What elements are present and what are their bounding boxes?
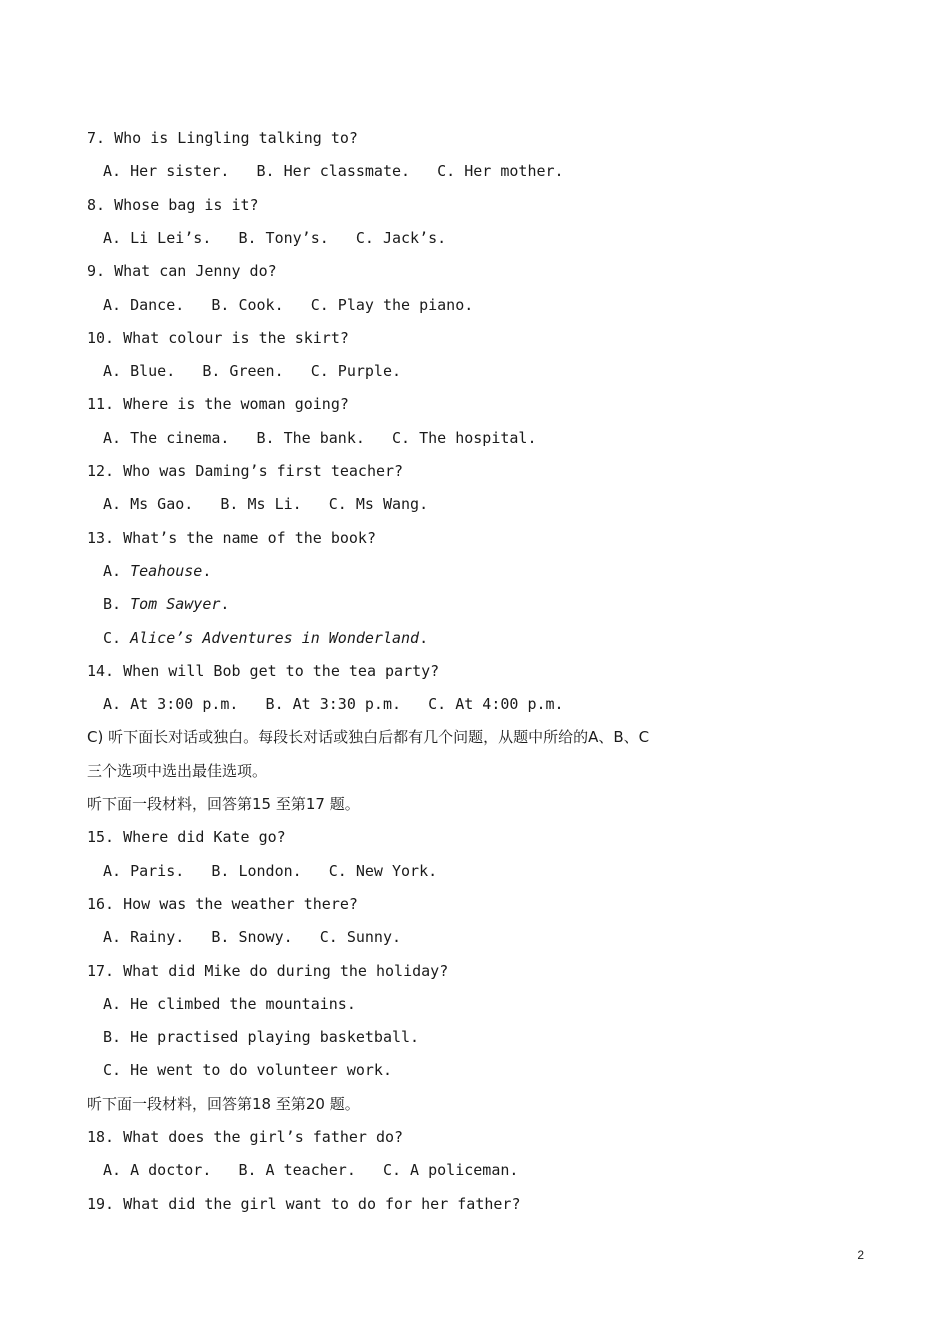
- answer-options: A. The cinema. B. The bank. C. The hospital.: [103, 428, 537, 447]
- answer-options: B. He practised playing basketball.: [103, 1028, 420, 1047]
- answer-option: [103, 628, 428, 648]
- option-label: B.: [103, 595, 122, 614]
- option-punctuation: .: [202, 561, 212, 580]
- question-text: 19. What did the girl want to do for her father?: [87, 1194, 521, 1213]
- answer-options: A. Paris. B. London. C. New York.: [103, 861, 438, 880]
- option-punctuation: .: [220, 595, 230, 614]
- answer-options: A. A doctor. B. A teacher. C. A policeman.: [103, 1161, 519, 1180]
- question-text: 14. When will Bob get to the tea party?: [87, 661, 440, 680]
- answer-options: A. Her sister. B. Her classmate. C. Her mother.: [103, 162, 564, 181]
- section-instruction: C) 听下面长对话或独白。每段长对话或独白后都有几个问题，从题中所给的A、B、C: [87, 728, 650, 747]
- question-text: 8. Whose bag is it?: [87, 195, 259, 214]
- section-instruction: 听下面一段材料，回答第18 至第20 题。: [87, 1094, 360, 1113]
- book-title: Teahouse: [130, 561, 203, 580]
- answer-option: [103, 561, 211, 581]
- book-title: Alice’s Adventures in Wonderland: [130, 628, 420, 647]
- question-text: 10. What colour is the skirt?: [87, 328, 349, 347]
- option-label: A.: [103, 561, 122, 580]
- answer-options: A. At 3:00 p.m. B. At 3:30 p.m. C. At 4:00 p.m.: [103, 695, 564, 714]
- page-number: 2: [857, 1248, 864, 1262]
- answer-options: A. Blue. B. Green. C. Purple.: [103, 362, 402, 381]
- answer-options: A. Li Lei’s. B. Tony’s. C. Jack’s.: [103, 228, 447, 247]
- answer-options: A. He climbed the mountains.: [103, 994, 356, 1013]
- question-text: 17. What did Mike do during the holiday?: [87, 961, 449, 980]
- option-punctuation: .: [419, 628, 429, 647]
- option-label: C.: [103, 628, 122, 647]
- question-text: 13. What’s the name of the book?: [87, 528, 376, 547]
- answer-options: A. Rainy. B. Snowy. C. Sunny.: [103, 928, 402, 947]
- question-text: 15. Where did Kate go?: [87, 828, 286, 847]
- book-title: Tom Sawyer: [130, 595, 221, 614]
- section-instruction: 听下面一段材料，回答第15 至第17 题。: [87, 795, 360, 813]
- question-text: 16. How was the weather there?: [87, 894, 358, 913]
- answer-options: A. Dance. B. Cook. C. Play the piano.: [103, 295, 474, 314]
- question-text: 7. Who is Lingling talking to?: [87, 129, 358, 147]
- question-text: 9. What can Jenny do?: [87, 262, 277, 281]
- answer-option: [103, 594, 229, 614]
- question-text: 12. Who was Daming’s first teacher?: [87, 462, 404, 480]
- question-text: 18. What does the girl’s father do?: [87, 1128, 404, 1146]
- answer-options: A. Ms Gao. B. Ms Li. C. Ms Wang.: [103, 495, 429, 514]
- section-instruction: 三个选项中选出最佳选项。: [87, 761, 268, 780]
- question-text: 11. Where is the woman going?: [87, 395, 349, 414]
- answer-options: C. He went to do volunteer work.: [103, 1061, 392, 1080]
